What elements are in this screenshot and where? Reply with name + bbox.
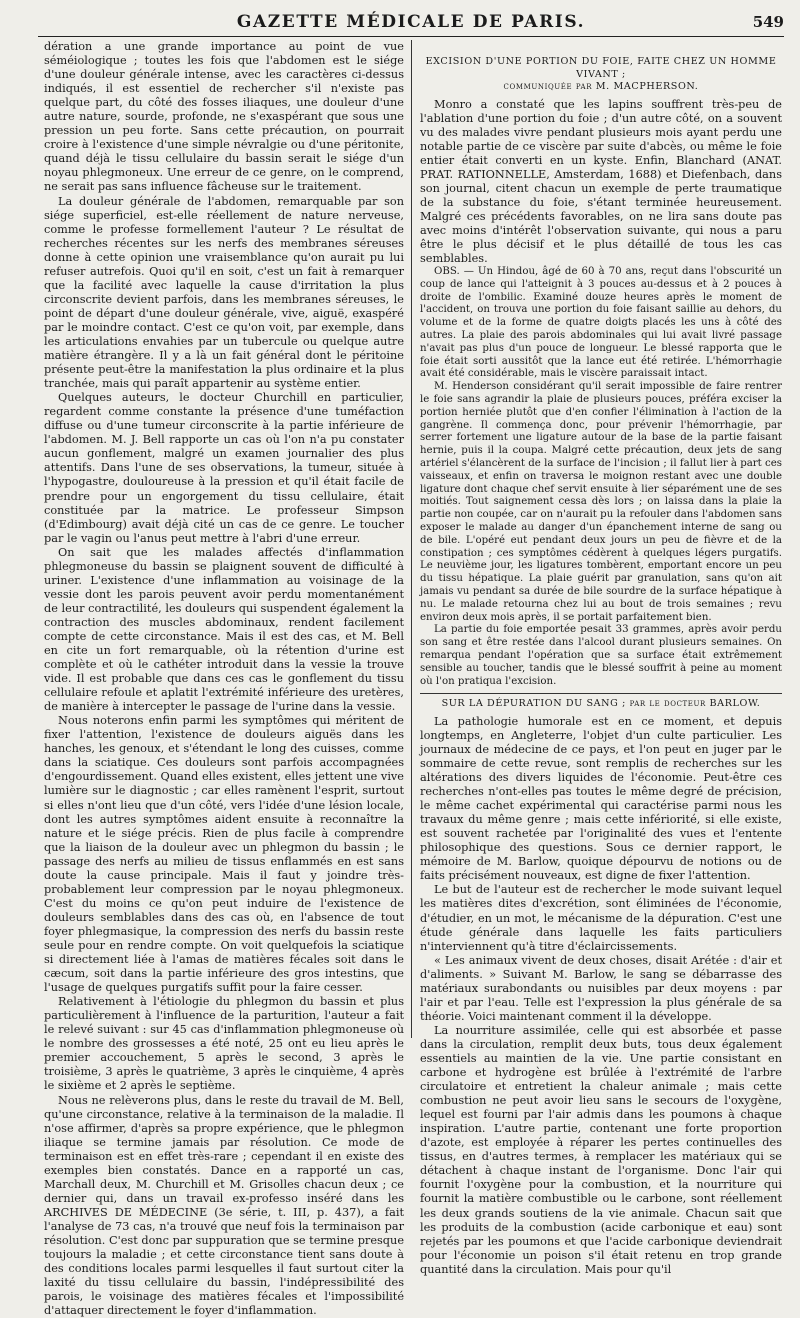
paragraph: Nous ne relèverons plus, dans le reste du travail de M. Bell, qu'une circonstance, relative à la terminaison de la maladie. Il n'ose affirmer, d'après sa propre expérience, que le phlegmon iliaque se termine jamais par résolution. Ce mode de terminaison est en effet très-rare ; cependant il en existe des exemples bien constatés. Dance en a rapporté un cas, Marchall deux, M. Churchill et M. Grisolles chacun deux ; ce dernier qui, dans un travail ex-professo inséré dans les ARCHIVES DE MÉDECINE (3e série, t. III, p. 437), a fait l'analyse de 73 cas, n'a trouvé que neuf fois la terminaison par résolution. C'est donc par suppuration que se termine presque toujours la maladie ; et cette circonstance tient sans doute à des conditions locales parmi lesquelles il faut surtout citer la laxité du tissu cellulaire du bassin, l'indépressibilité des parois, le voisinage des matières fécales et l'impossibilité d'attaquer directement le foyer d'inflammation. — [44, 1093, 404, 1318]
section-heading-author: par le docteur BARLOW. — [629, 698, 761, 710]
right-column — [420, 40, 782, 1276]
paragraph: Le but de l'auteur est de rechercher le mode suivant lequel les matières dites d'excrétion, sont éliminées de l'économie, d'étudier, en un mot, le mécanisme de la dépuration. C'est une étude générale dans laquelle les faits particuliers n'interviennent qu'à titre d'éclaircissements. — [420, 883, 782, 953]
observation-paragraph: OBS. — Un Hindou, âgé de 60 à 70 ans, reçut dans l'obscurité un coup de lance qui l'atteignit à 3 pouces au-dessus et à 2 pouces à droite de l'ombilic. Examiné douze heures après le moment de l'accident, on trouva une portion du foie faisant saillie au dehors, du volume et de la forme de quatre doigts placés les uns à côté des autres. La plaie des parois abdominales qui lui avait livré passage n'avait pas plus d'un pouce de longueur. Le blessé rapporta que le foie était sorti aussitôt que la lance eut été retirée. L'hémorrhagie avait été considérable, mais le viscère paraissait intact. — [420, 266, 782, 380]
paragraph: On sait que les malades affectés d'inflammation phlegmoneuse du bassin se plaignent souvent de difficulté à uriner. L'existence d'une inflammation au voisinage de la vessie dont les parois peuvent avoir perdu momentanément de leur contractilité, les douleurs qui suspendent également la contraction des muscles abdominaux, rendent facilement compte de cette circonstance. Mais il est des cas, et M. Bell en cite un fort remarquable, où la rétention d'urine est complète et où le cathéter introduit dans la vessie la trouve vide. Il est probable que dans ces cas le gonflement du tissu cellulaire refoule et aplatit l'extrémité inférieure des uretères, de manière à intercepter le passage de l'urine dans la vessie. — [44, 545, 404, 714]
section-heading-caps: EXCISION D'UNE PORTION DU FOIE, FAITE CHEZ UN HOMME VIVANT ; — [425, 56, 777, 80]
section-heading-depuration — [420, 698, 782, 711]
page-header — [38, 6, 784, 36]
paragraph: Relativement à l'étiologie du phlegmon du bassin et plus particulièrement à l'influence de la parturition, l'auteur a fait le relevé suivant : sur 45 cas d'inflammation phlegmoneuse où le nombre des grossesses a été noté, 25 ont eu lieu après le premier accouchement, 5 après le second, 3 après le troisième, 3 après le quatrième, 3 après le cinquième, 4 après le sixième et 2 après le septième. — [44, 995, 404, 1093]
section-rule — [420, 693, 782, 694]
left-column — [44, 40, 404, 1318]
column-divider — [411, 40, 412, 1038]
paragraph: « Les animaux vivent de deux choses, disait Arétée : d'air et d'aliments. » Suivant M. Barlow, le sang se débarrasse des matériaux surabondants ou nuisibles par deux moyens : par l'air et par l'eau. Telle est l'expression la plus générale de sa théorie. Voici maintenant comment il la développe. — [420, 953, 782, 1023]
section-heading-caps: SUR LA DÉPURATION DU SANG ; — [441, 698, 626, 710]
paragraph: La partie du foie emportée pesait 33 grammes, après avoir perdu son sang et être restée dans l'alcool durant plusieurs semaines. On remarqua pendant l'opération que sa surface était extrêmement sensible au toucher, tandis que le blessé souffrit à peine au moment où l'on pratiqua l'excision. — [420, 624, 782, 687]
paragraph: Monro a constaté que les lapins souffrent très-peu de l'ablation d'une portion du foie ; d'un autre côté, on a souvent vu des malades vivre pendant plusieurs mois ayant perdu une notable partie de ce viscère par suite d'abcès, ou même le foie entier était converti en un kyste. Enfin, Blanchard (ANAT. PRAT. RATIONNELLE, Amsterdam, 1688) et Diefenbach, dans son journal, citent chacun un exemple de perte traumatique de la substance du foie, s'étant terminée heureusement. Malgré ces précédents favorables, on ne lira sans doute pas avec moins d'intérêt l'observation suivante, qui nous a paru être le plus décisif et le plus détaillé de tous les cas semblables. — [420, 97, 782, 266]
section-heading-author: communiquée par M. MACPHERSON. — [503, 81, 699, 92]
paragraph: Nous noterons enfin parmi les symptômes qui méritent de fixer l'attention, l'existence de douleurs aiguës dans les hanches, les genoux, et s'étendant le long des cuisses, comme dans la sciatique. Ces douleurs sont parfois accompagnées d'engourdissement. Quand elles existent, elles jettent une vive lumière sur le diagnostic ; car elles ramènent l'esprit, surtout si elles n'ont lieu que d'un côté, vers l'idée d'une lésion locale, dont les autres symptômes aident ensuite à reconnaître la nature et le siége précis. Rien de plus facile à comprendre que la liaison de la douleur avec un phlegmon du bassin ; le passage des nerfs au milieu de tissus enflammés en est sans doute la cause principale. Mais il faut y joindre très-probablement leur compression par le noyau phlegmoneux. C'est du moins ce qu'on peut induire de l'existence de douleurs semblables dans des cas où, en l'absence de tout foyer phlegmasique, la compression des nerfs du bassin reste seule pour en rendre compte. On voit quelquefois la sciatique si directement liée à l'amas de matières fécales soit dans le cæcum, soit dans la partie inférieure des gros intestins, que l'usage de quelques purgatifs suffit pour la faire cesser. — [44, 714, 404, 995]
header-rule — [38, 36, 784, 37]
paragraph: La pathologie humorale est en ce moment, et depuis longtemps, en Angleterre, l'objet d'un culte particulier. Les journaux de médecine de ce pays, et l'on peut en juger par le sommaire de cette revue, sont remplis de recherches sur les altérations des divers liquides de l'économie. Peut-être ces recherches n'ont-elles pas toutes le même degré de précision, le même cachet expérimental qui caractérise parmi nous les travaux du même genre ; mais cette infériorité, si elle existe, est souvent rachetée par l'originalité des vues et l'entente philosophique des questions. Sous ce dernier rapport, le mémoire de M. Barlow, quoique dépourvu de notions ou de faits précisément nouveaux, est digne de fixer l'attention. — [420, 714, 782, 883]
paragraph: La nourriture assimilée, celle qui est absorbée et passe dans la circulation, remplit deux buts, tous deux également essentiels au maintien de la vie. Une partie consistant en carbone et hydrogène est brûlée à l'extrémité de l'arbre circulatoire et entretient la chaleur animale ; mais cette combustion ne peut avoir lieu sans le secours de l'oxygène, lequel est fourni par l'air admis dans les poumons à chaque inspiration. L'autre partie, contenant une forte proportion d'azote, est employée à réparer les pertes continuelles des tissus, en d'autres termes, à remplacer les matériaux qui se détachent à chaque instant de l'organisme. Donc l'air qui fournit l'oxygène pour la combustion, et la nourriture qui fournit la matière combustible ou le carbone, sont réellement les deux grands soutiens de la vie animale. Chacun sait que les produits de la combustion (acide carbonique et eau) sont rejetés par les poumons et que l'acide carbonique deviendrait pour l'économie un poison s'il était retenu en trop grande quantité dans la circulation. Mais pour qu'il — [420, 1023, 782, 1276]
paragraph: M. Henderson considérant qu'il serait impossible de faire rentrer le foie sans agrandir la plaie de plusieurs pouces, préféra exciser la portion herniée plutôt que d'en confier l'élimination à l'action de la gangrène. Il commença donc, pour prévenir l'hémorrhagie, par serrer fortement une ligature autour de la base de la partie faisant hernie, puis il la coupa. Malgré cette précaution, deux jets de sang artériel s'élancèrent de la surface de l'incision ; il fallut lier à part ces vaisseaux, et enfin on traversa le moignon restant avec une double ligature dont chaque chef servit ensuite à lier séparément une de ses moitiés. Tout saignement cessa dès lors ; on laissa dans la plaie la partie non coupée, car on n'aurait pu la refouler dans l'abdomen sans exposer le malade au danger d'un épanchement interne de sang ou de bile. L'opéré eut pendant deux jours un peu de fièvre et de la constipation ; ces symptômes cédèrent à quelques légers purgatifs. Le neuvième jour, les ligatures tombèrent, emportant encore un peu du tissu hépatique. La plaie guérit par granulation, sans qu'on ait jamais vu pendant sa durée de bile sourdre de la surface hépatique à nu. Le malade retourna chez lui au bout de trois semaines ; revu environ deux mois après, il se portait parfaitement bien. — [420, 381, 782, 623]
journal-title: GAZETTE MÉDICALE DE PARIS. — [236, 12, 586, 32]
page-number: 549 — [752, 13, 784, 31]
paragraph: La douleur générale de l'abdomen, remarquable par son siége superficiel, est-elle réellement de nature nerveuse, comme le professe formellement l'auteur ? Le résultat de recherches récentes sur les nerfs des membranes séreuses donne à cette opinion une vraisemblance qu'on aurait pu lui refuser autrefois. Quoi qu'il en soit, c'est un fait à remarquer que la facilité avec laquelle la cause d'irritation la plus circonscrite devient parfois, dans les membranes séreuses, le point de départ d'une douleur générale, vive, aiguë, exaspéré par le moindre contact. C'est ce qu'on voit, par exemple, dans les articulations envahies par un tubercule ou quelque autre matière étrangère. Il y a là un fait général dont le péritoine présente peut-être la manifestation la plus ordinaire et la plus tranchée, mais qui paraît appartenir au système entier. — [44, 194, 404, 391]
paragraph: dération a une grande importance au point de vue séméiologique ; toutes les fois que l'abdomen est le siége d'une douleur générale intense, avec les caractères ci-dessus indiqués, il est essentiel de rechercher s'il n'existe pas quelque part, du côté des fosses iliaques, une douleur d'une autre nature, sourde, profonde, ne s'exaspérant que sous une pression un peu forte. Sans cette précaution, on pourrait croire à l'existence d'une simple névralgie ou d'une péritonite, quand déjà le tissu cellulaire du bassin serait le siége d'un noyau phlegmoneux. Une erreur de ce genre, on le comprend, ne serait pas sans influence fâcheuse sur le traitement. — [44, 40, 404, 194]
section-heading-excision — [420, 56, 782, 94]
paragraph: Quelques auteurs, le docteur Churchill en particulier, regardent comme constante la présence d'une tuméfaction diffuse ou d'une tumeur circonscrite à la partie inférieure de l'abdomen. M. J. Bell rapporte un cas où l'on n'a pu constater aucun gonflement, malgré un examen journalier des plus attentifs. Dans l'une de ses observations, la tumeur, située à l'hypogastre, douloureuse à la pression et qu'il était facile de prendre pour un engorgement du tissu cellulaire, était constituée par la matrice. Le professeur Simpson (d'Edimbourg) avait déjà cité un cas de ce genre. Le toucher par le vagin ou l'anus peut mettre à l'abri d'une erreur. — [44, 391, 404, 545]
